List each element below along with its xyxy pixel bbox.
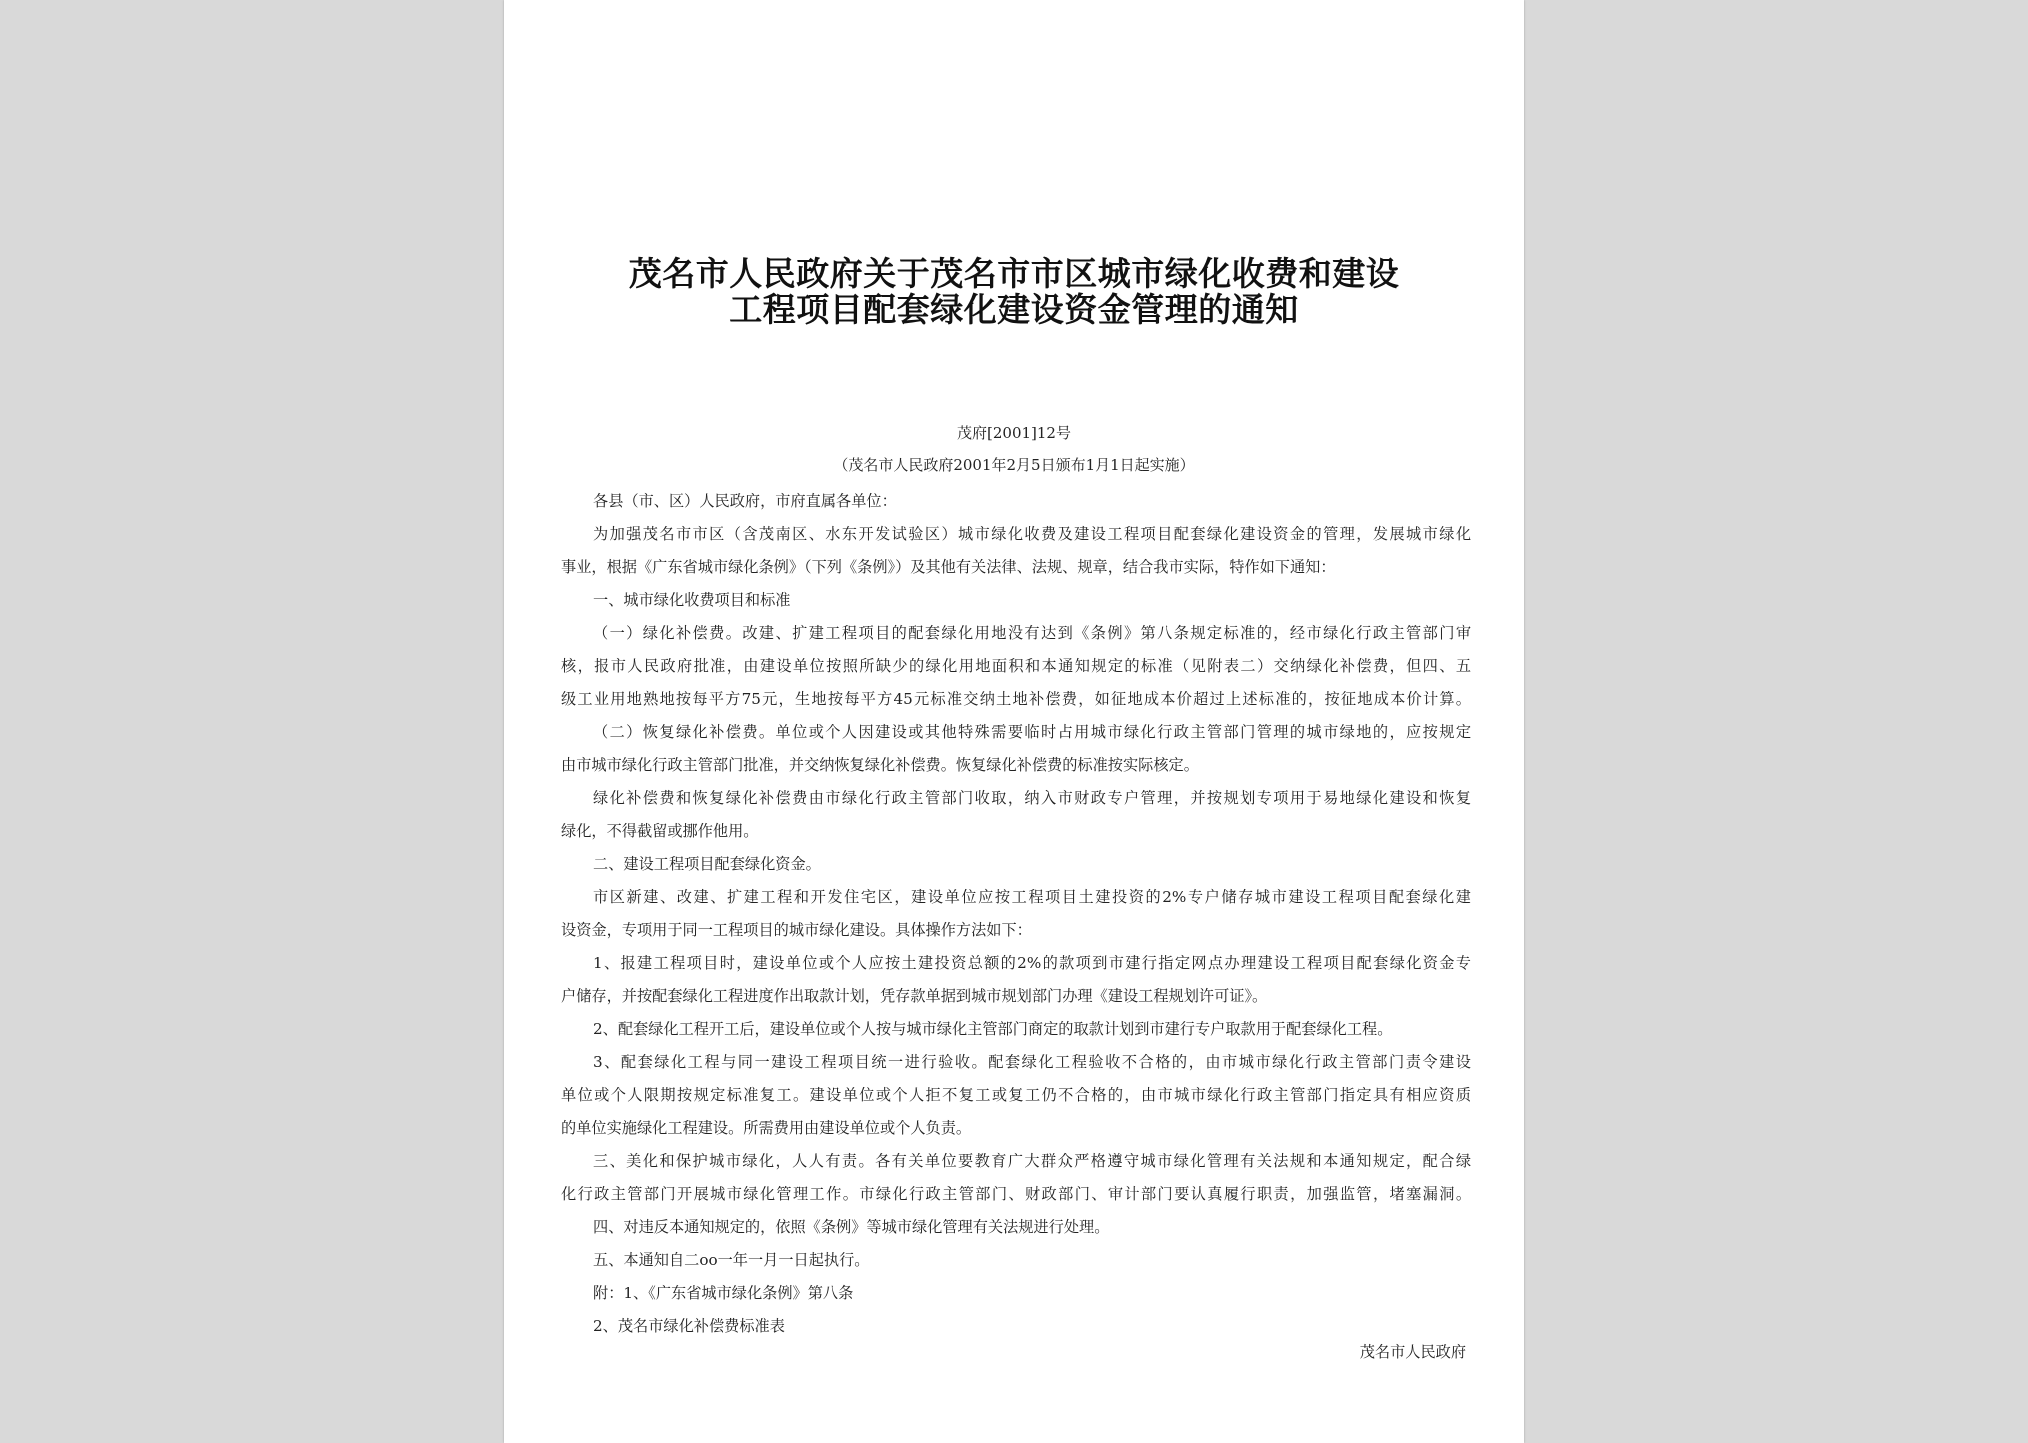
title-line-2: 工程项目配套绿化建设资金管理的通知 xyxy=(729,290,1299,329)
paragraph-line: 核，报市人民政府批准，由建设单位按照所缺少的绿化用地面积和本通知规定的标准（见附表二）交纳绿化补偿费，但四、五 xyxy=(561,657,1471,675)
document-title xyxy=(594,256,1434,328)
paragraph-line: （一）绿化补偿费。改建、扩建工程项目的配套绿化用地没有达到《条例》第八条规定标准的，经市绿化行政主管部门审 xyxy=(593,624,1471,642)
attachment-line: 2、茂名市绿化补偿费标准表 xyxy=(593,1317,785,1335)
paragraph-line: 设资金，专项用于同一工程项目的城市绿化建设。具体操作方法如下： xyxy=(561,921,1032,939)
paragraph-line: 绿化，不得截留或挪作他用。 xyxy=(561,822,759,840)
document-page xyxy=(504,0,1524,1443)
paragraph-line: 五、本通知自二oo一年一月一日起执行。 xyxy=(593,1251,870,1269)
paragraph-line: 的单位实施绿化工程建设。所需费用由建设单位或个人负责。 xyxy=(561,1119,972,1137)
signature-issuer: 茂名市人民政府 xyxy=(1359,1343,1466,1361)
paragraph-line: 为加强茂名市市区（含茂南区、水东开发试验区）城市绿化收费及建设工程项目配套绿化建设资金的管理，发展城市绿化 xyxy=(593,525,1471,543)
paragraph-line: 3、配套绿化工程与同一建设工程项目统一进行验收。配套绿化工程验收不合格的，由市城市绿化行政主管部门责令建设 xyxy=(593,1053,1471,1071)
paragraph-line: 绿化补偿费和恢复绿化补偿费由市绿化行政主管部门收取，纳入市财政专户管理，并按规划专项用于易地绿化建设和恢复 xyxy=(593,789,1471,807)
section-heading: 二、建设工程项目配套绿化资金。 xyxy=(593,855,821,873)
paragraph-line: （二）恢复绿化补偿费。单位或个人因建设或其他特殊需要临时占用城市绿化行政主管部门管理的城市绿地的，应按规定 xyxy=(593,723,1471,741)
salutation: 各县（市、区）人民政府，市府直属各单位： xyxy=(593,492,897,510)
paragraph-line: 市区新建、改建、扩建工程和开发住宅区，建设单位应按工程项目土建投资的2%专户储存城市建设工程项目配套绿化建 xyxy=(593,888,1471,906)
document-body xyxy=(561,485,1471,1343)
paragraph-line: 事业，根据《广东省城市绿化条例》（下列《条例》）及其他有关法律、法规、规章，结合我市实际，特作如下通知： xyxy=(561,558,1336,576)
document-number: 茂府[2001]12号 xyxy=(957,424,1071,442)
paragraph-line: 化行政主管部门开展城市绿化管理工作。市绿化行政主管部门、财政部门、审计部门要认真履行职责，加强监管，堵塞漏洞。 xyxy=(561,1185,1471,1203)
paragraph-line: 户储存，并按配套绿化工程进度作出取款计划，凭存款单据到城市规划部门办理《建设工程规划许可证》。 xyxy=(561,987,1268,1005)
paragraph-line: 1、报建工程项目时，建设单位或个人应按土建投资总额的2%的款项到市建行指定网点办理建设工程项目配套绿化资金专 xyxy=(593,954,1471,972)
paragraph-line: 由市城市绿化行政主管部门批准，并交纳恢复绿化补偿费。恢复绿化补偿费的标准按实际核定。 xyxy=(561,756,1199,774)
section-heading: 一、城市绿化收费项目和标准 xyxy=(593,591,791,609)
title-line-1: 茂名市人民政府关于茂名市市区城市绿化收费和建设 xyxy=(628,254,1400,293)
paragraph-line: 四、对违反本通知规定的，依照《条例》等城市绿化管理有关法规进行处理。 xyxy=(593,1218,1110,1236)
paragraph-line: 三、美化和保护城市绿化，人人有责。各有关单位要教育广大群众严格遵守城市绿化管理有关法规和本通知规定，配合绿 xyxy=(593,1152,1471,1170)
attachment-line: 附：1、《广东省城市绿化条例》第八条 xyxy=(593,1284,854,1302)
document-issue-note: （茂名市人民政府2001年2月5日颁布1月1日起实施） xyxy=(833,456,1195,474)
paragraph-line: 2、配套绿化工程开工后，建设单位或个人按与城市绿化主管部门商定的取款计划到市建行专户取款用于配套绿化工程。 xyxy=(593,1020,1393,1038)
paragraph-line: 级工业用地熟地按每平方75元，生地按每平方45元标准交纳土地补偿费，如征地成本价超过上述标准的，按征地成本价计算。 xyxy=(561,690,1471,708)
paragraph-line: 单位或个人限期按规定标准复工。建设单位或个人拒不复工或复工仍不合格的，由市城市绿化行政主管部门指定具有相应资质 xyxy=(561,1086,1471,1104)
